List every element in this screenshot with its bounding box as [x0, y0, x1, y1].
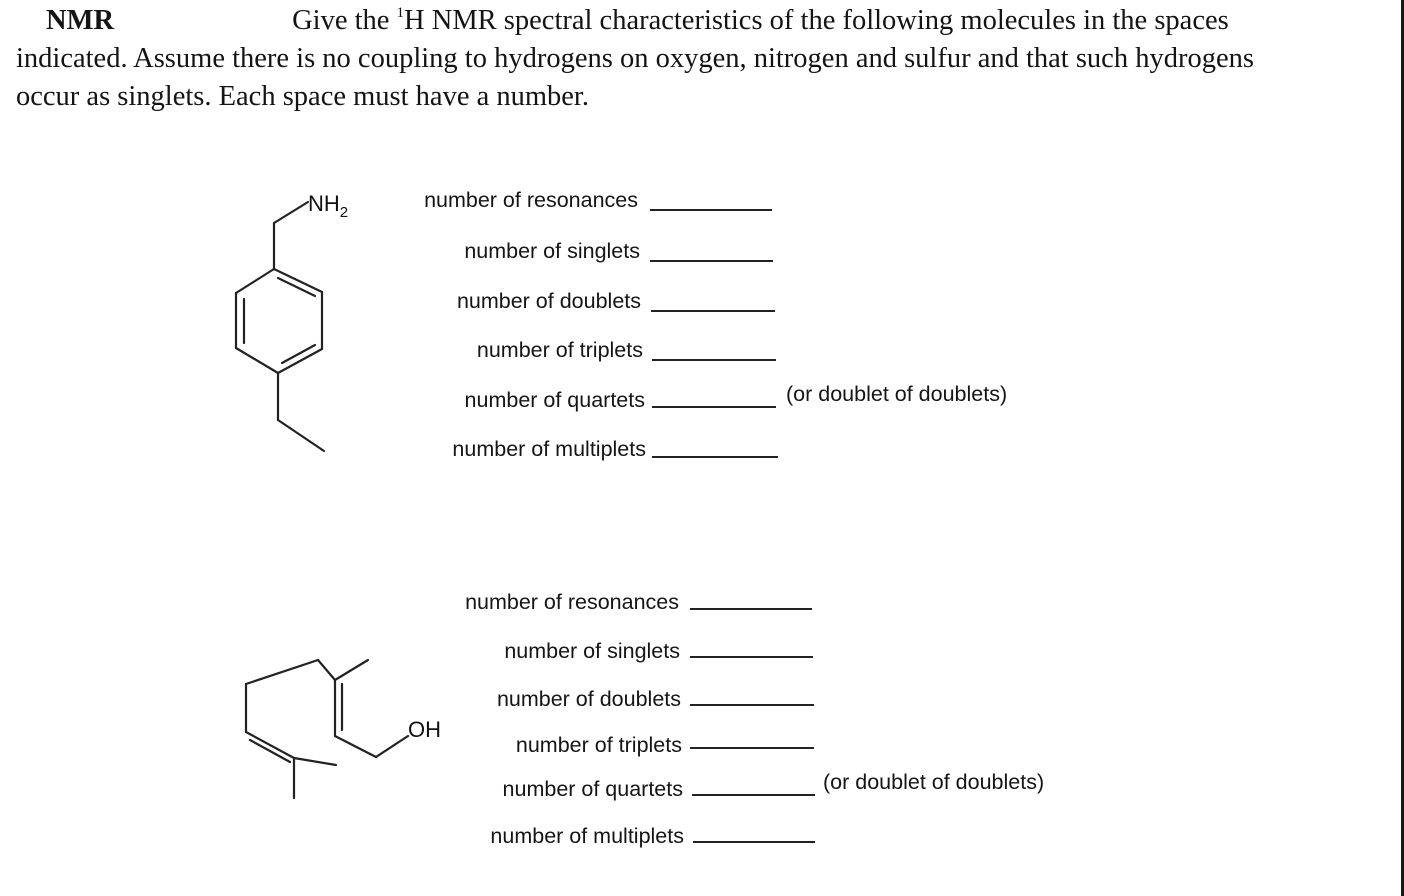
m1-resonances-label: number of resonances: [424, 188, 638, 212]
m1-resonances-blank[interactable]: [650, 209, 772, 211]
m1-doublets-blank[interactable]: [651, 310, 775, 312]
m1-singlets-blank[interactable]: [650, 260, 773, 262]
m2-resonances-blank[interactable]: [690, 608, 812, 610]
m1-quartets-label: number of quartets: [464, 388, 645, 412]
m1-singlets-label: number of singlets: [464, 239, 640, 263]
m2-singlets-blank[interactable]: [690, 656, 813, 658]
m2-singlets-label: number of singlets: [504, 639, 680, 663]
m1-quartet-note: (or doublet of doublets): [786, 382, 1008, 406]
m2-quartets-label: number of quartets: [502, 777, 683, 801]
m1-triplets-label: number of triplets: [476, 338, 643, 362]
m2-quartet-note: (or doublet of doublets): [823, 770, 1045, 794]
instructions-line-3: occur as singlets. Each space must have a number.: [16, 81, 589, 112]
section-title: NMR: [46, 5, 115, 36]
superscript-one: 1: [396, 5, 405, 21]
nh2-group-label: $NH_2$: [308, 191, 349, 221]
m1-multiplets-label: number of multiplets: [452, 437, 646, 461]
m2-doublets-label: number of doublets: [496, 687, 681, 711]
m2-doublets-blank[interactable]: [690, 704, 814, 706]
intro-text-a: Give the: [292, 5, 397, 36]
m2-resonances-label: number of resonances: [465, 590, 679, 614]
m2-multiplets-label: number of multiplets: [490, 824, 684, 848]
oh-group-label: OH: [408, 717, 441, 742]
molecule-2-structure: [230, 640, 460, 810]
m2-quartets-blank[interactable]: [692, 794, 815, 796]
molecule-1-structure: [220, 185, 360, 465]
intro-text-b: H NMR spectral characteristics of the following molecules in the spaces: [404, 5, 1229, 36]
instructions-line-2: indicated. Assume there is no coupling to hydrogens on oxygen, nitrogen and sulfur and that such hydrogens: [16, 43, 1254, 74]
instructions-line-1: [16, 2, 1386, 40]
m1-quartets-blank[interactable]: [652, 406, 776, 408]
m1-doublets-label: number of doublets: [456, 289, 641, 313]
m2-triplets-label: number of triplets: [515, 733, 682, 757]
m2-multiplets-blank[interactable]: [693, 841, 815, 843]
m1-multiplets-blank[interactable]: [652, 456, 778, 458]
m1-triplets-blank[interactable]: [652, 359, 776, 361]
instructions: [16, 2, 1386, 116]
m2-triplets-blank[interactable]: [690, 747, 814, 749]
